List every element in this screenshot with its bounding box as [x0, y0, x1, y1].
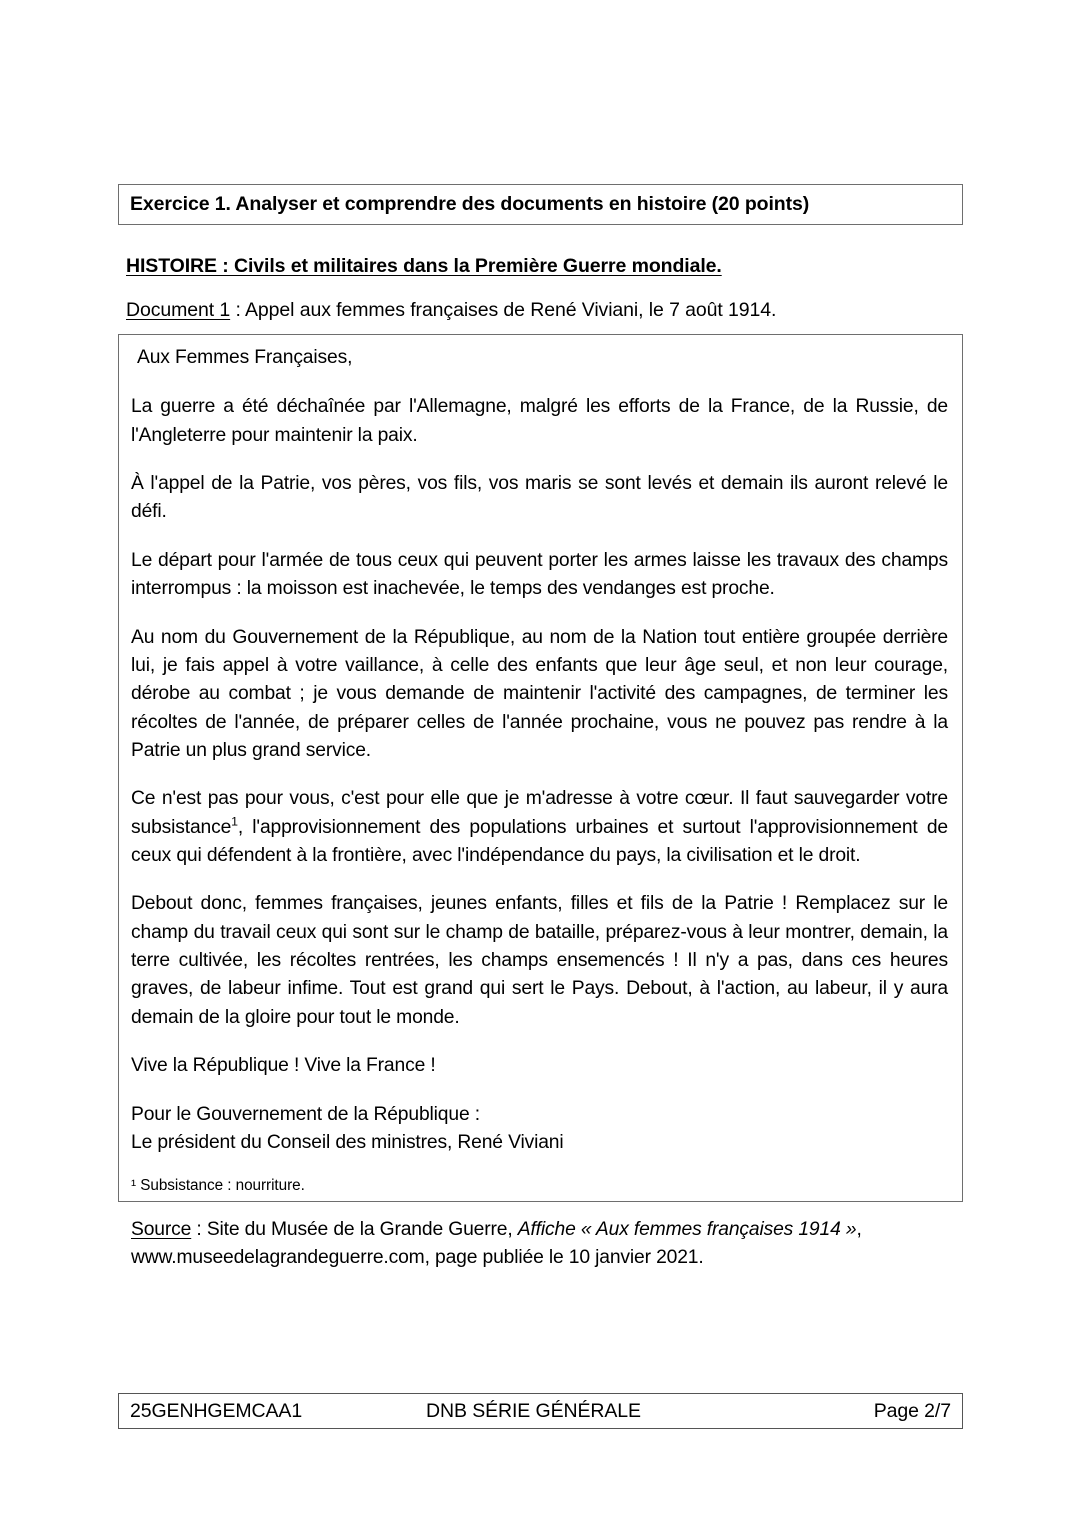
- document-paragraph-4: Au nom du Gouvernement de la République, au nom de la Nation tout entière groupée derrière lui, je fais appel à votre vaillance, à celle des enfants que leur âge seul, et non leur courage, dérobe au combat ; je vous demande de maintenir l'activité des campagnes, de terminer les récoltes de l'année, de préparer celles de l'année prochaine, vous ne pouvez pas rendre à la Patrie un plus grand service.: [131, 626, 948, 761]
- source-title-italic: Affiche « Aux femmes françaises 1914 »: [517, 1218, 857, 1240]
- document-paragraph-6: Debout donc, femmes françaises, jeunes enfants, filles et fils de la Patrie ! Remplacez sur le champ du travail ceux qui sont sur le champ de bataille, préparez-vous à leur montrer, demain, la terre cultivée, les récoltes rentrées, les champs ensemencés ! Il n'y a pas, dans ces heures graves, de labeur infime. Tout est grand qui sert le Pays. Debout, à l'action, au labeur, il y aura demain de la gloire pour tout le monde.: [131, 893, 948, 1028]
- document-paragraph-1: La guerre a été déchaînée par l'Allemagne, malgré les efforts de la France, de la Russie, de l'Angleterre pour maintenir la paix.: [131, 396, 948, 446]
- page-footer-box: [118, 1393, 963, 1429]
- source-label: Source: [131, 1218, 192, 1240]
- document-paragraph-2: À l'appel de la Patrie, vos pères, vos fils, vos maris se sont levés et demain ils auront relevé le défi.: [131, 473, 948, 523]
- document-label-rest: : Appel aux femmes françaises de René Viviani, le 7 août 1914.: [230, 299, 777, 321]
- exercise-title: Exercice 1. Analyser et comprendre des documents en histoire (20 points): [130, 193, 810, 215]
- paragraph-5-before-note: Ce n'est pas pour vous, c'est pour elle que je m'adresse à votre cœur. Il faut sauvegarder votre subsistance: [131, 788, 948, 838]
- document-salutation: Aux Femmes Françaises,: [137, 347, 353, 368]
- paragraph-5-after-note: , l'approvisionnement des populations urbaines et surtout l'approvisionnement de ceux qui défendent à la frontière, avec l'indépendance du pays, la civilisation et le droit.: [131, 816, 948, 867]
- document-paragraph-3: Le départ pour l'armée de tous ceux qui peuvent porter les armes laisse les travaux des champs interrompus : la moisson est inachevée, le temps des vendanges est proche.: [131, 549, 948, 600]
- footer-subject-code: 25GENHGEMCAA1: [130, 1399, 303, 1422]
- document-text: [131, 344, 948, 1272]
- source-before-italic: : Site du Musée de la Grande Guerre,: [191, 1218, 518, 1240]
- document-signature-line-2: Le président du Conseil des ministres, René Viviani: [131, 1131, 564, 1153]
- document-footnote: ¹ Subsistance : nourriture.: [131, 1177, 305, 1195]
- document-signature-line-1: Pour le Gouvernement de la République :: [131, 1103, 480, 1125]
- document-vive-line: Vive la République ! Vive la France !: [131, 1055, 436, 1077]
- source-after-italic: , www.museedelagrandeguerre.com, page publiée le 10 janvier 2021.: [131, 1218, 862, 1269]
- document-content-box: [118, 334, 963, 1269]
- footer-series-label: DNB SÉRIE GÉNÉRALE: [426, 1399, 641, 1422]
- footer-page-number: Page 2/7: [873, 1399, 951, 1422]
- document-label-underlined: Document 1: [126, 299, 231, 321]
- document-label: [126, 299, 776, 322]
- document-paragraph-5: [131, 785, 948, 870]
- section-heading: HISTOIRE : Civils et militaires dans la Première Guerre mondiale.: [126, 255, 722, 277]
- footnote-marker: 1: [231, 814, 238, 829]
- exercise-header-box: [118, 184, 963, 225]
- document-source: [131, 1216, 948, 1273]
